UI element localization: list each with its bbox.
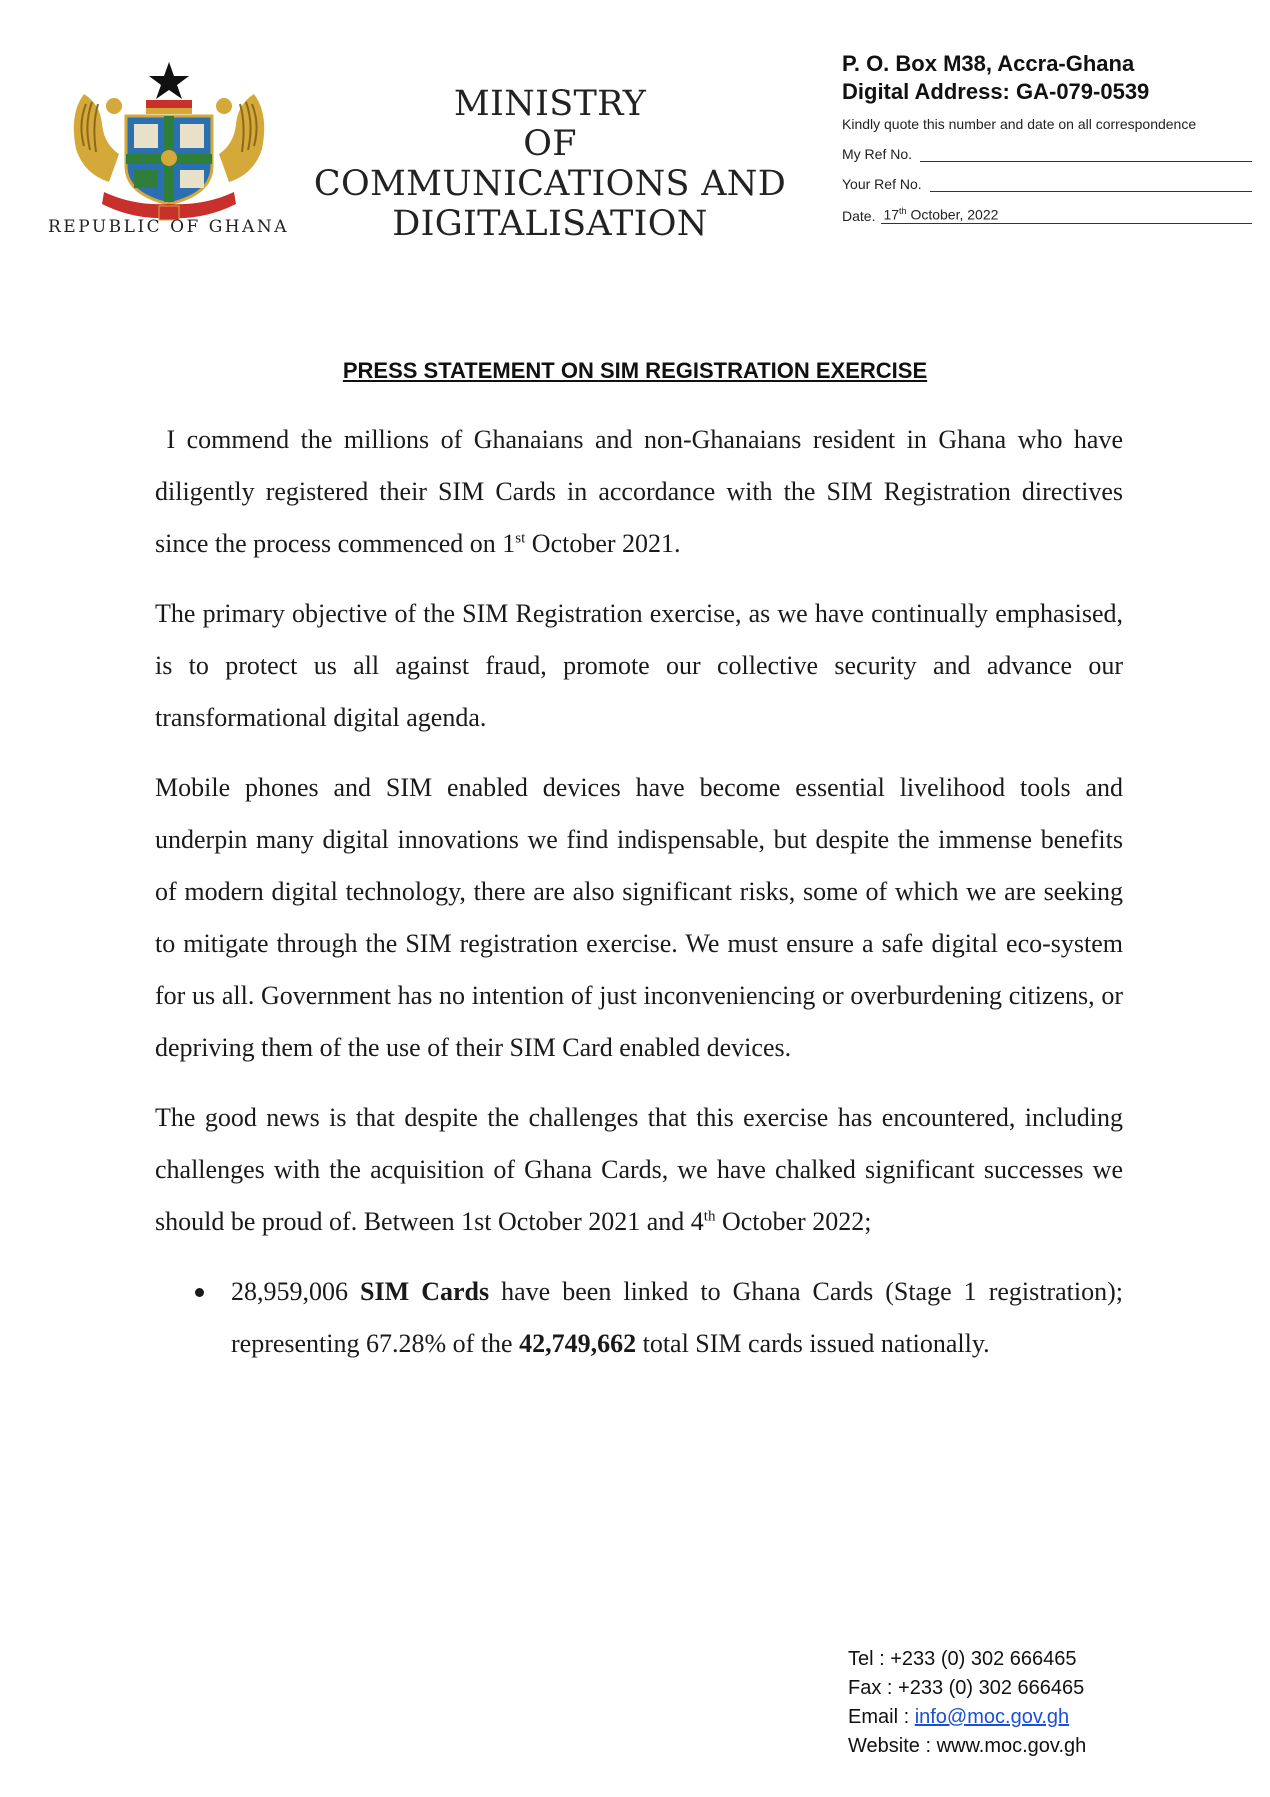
- date-value: [881, 206, 1252, 224]
- ministry-name: [310, 84, 790, 244]
- sim-linked-count: 28,959,006: [231, 1277, 348, 1306]
- republic-of-ghana-label: REPUBLIC OF GHANA: [48, 217, 290, 237]
- bullet-icon: [195, 1288, 204, 1297]
- bullet-text: have been linked to Ghana Cards (Stage 1 registration); representing 67.28% of the: [231, 1277, 1123, 1358]
- bullet-text: total SIM cards issued nationally.: [636, 1329, 990, 1358]
- email-label: Email :: [848, 1706, 915, 1728]
- tel-label: Tel :: [848, 1648, 891, 1670]
- paragraph-text: The good news is that despite the challenges that this exercise has encountered, including challenges with the acquisition of Ghana Cards, we have chalked significant successes we should be proud of. Between 1st October 2021 and 4: [155, 1103, 1123, 1236]
- list-item: [231, 1266, 1123, 1370]
- website-line: [848, 1732, 1086, 1761]
- my-ref-rule: [920, 147, 1252, 162]
- statistics-list: [155, 1266, 1123, 1370]
- postal-address: P. O. Box M38, Accra-Ghana: [842, 51, 1135, 76]
- tel-line: [848, 1645, 1086, 1674]
- paragraph-text: October 2022;: [715, 1207, 872, 1236]
- ministry-line: DIGITALISATION: [392, 204, 708, 244]
- total-sim-count: 42,749,662: [519, 1329, 637, 1358]
- your-ref-line: [842, 176, 1252, 192]
- ministry-line: COMMUNICATIONS AND: [313, 164, 787, 204]
- my-ref-line: [842, 146, 1252, 162]
- your-ref-label: Your Ref No.: [842, 176, 922, 192]
- statement-body: [155, 414, 1123, 1370]
- my-ref-label: My Ref No.: [842, 146, 913, 162]
- date-suffix: th: [899, 206, 907, 216]
- fax-label: Fax :: [848, 1677, 899, 1699]
- ministry-line: MINISTRY: [453, 84, 647, 124]
- paragraph: [155, 414, 1123, 570]
- website-label: Website :: [848, 1735, 937, 1757]
- paragraph: The primary objective of the SIM Registration exercise, as we have continually emphasised, is to protect us all against fraud, promote our collective security and advance our transformational digital agenda.: [155, 599, 1123, 732]
- sim-cards-label: SIM Cards: [360, 1277, 490, 1306]
- digital-address: Digital Address: GA-079-0539: [842, 79, 1150, 104]
- fax-line: [848, 1674, 1086, 1703]
- ministry-line: OF: [523, 124, 577, 164]
- paragraph-text: October 2021.: [525, 529, 681, 558]
- paragraph: Mobile phones and SIM enabled devices have become essential livelihood tools and underpin many digital innovations we find indispensable, but despite the immense benefits of modern digital technology, there are also significant risks, some of which we are seeking to mitigate through the SIM registration exercise. We must ensure a safe digital eco-system for us all. Government has no intention of just inconveniencing or overburdening citizens, or depriving them of the use of their SIM Card enabled devices.: [155, 773, 1123, 1062]
- date-day: 17: [883, 206, 900, 223]
- ordinal-suffix: th: [703, 1208, 716, 1225]
- date-rest: October, 2022: [906, 206, 999, 223]
- email-line: [848, 1703, 1086, 1732]
- contact-block: [848, 1645, 1086, 1761]
- document-title: PRESS STATEMENT ON SIM REGISTRATION EXERCISE: [342, 358, 928, 383]
- address-block: [842, 50, 1252, 224]
- website-value: www.moc.gov.gh: [936, 1735, 1087, 1757]
- your-ref-rule: [930, 177, 1252, 192]
- email-link[interactable]: info@moc.gov.gh: [914, 1706, 1070, 1728]
- date-label: Date.: [842, 207, 876, 224]
- paragraph: [155, 1092, 1123, 1248]
- ghana-coat-of-arms-logo: [64, 54, 274, 224]
- tel-value: +233 (0) 302 666465: [890, 1648, 1077, 1670]
- ordinal-suffix: st: [515, 530, 526, 547]
- fax-value: +233 (0) 302 666465: [898, 1677, 1085, 1699]
- quote-note: Kindly quote this number and date on all correspondence: [842, 116, 1197, 132]
- date-line: [842, 206, 1252, 224]
- paragraph-text: I commend the millions of Ghanaians and non-Ghanaians resident in Ghana who have diligently registered their SIM Cards in accordance with the SIM Registration directives since the process commenced on 1: [155, 425, 1123, 558]
